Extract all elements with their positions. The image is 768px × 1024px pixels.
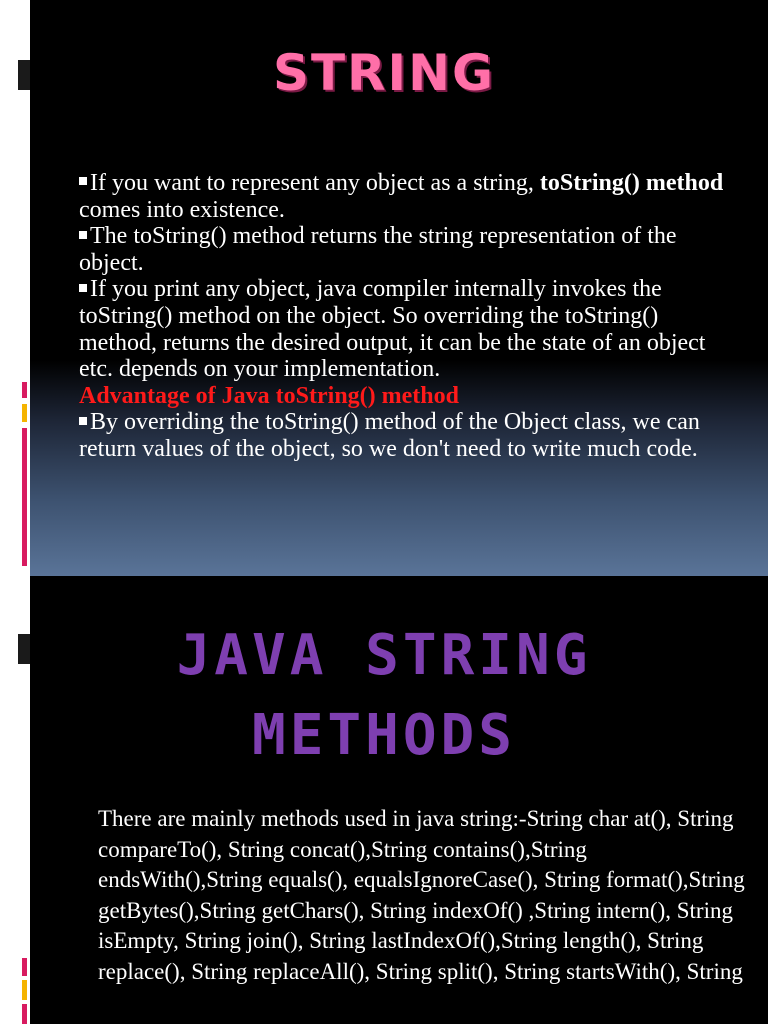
paragraph: The toString() method returns the string representation of the object. <box>79 223 677 276</box>
deco-bar-pink-long <box>22 428 27 566</box>
slide-body <box>79 170 729 463</box>
slide-title <box>0 616 768 776</box>
slide-body: There are mainly methods used in java string:-String char at(), String compareTo(), String concat(),String contains(),String endsWith(),String equals(), equalsIgnoreCase(), String format(),String getBytes(),String getChars(), String indexOf() ,String intern(), String isEmpty, String join(), String lastIndexOf(),String length(), String replace(), String replaceAll(), String split(), String startsWith(), String <box>98 806 745 984</box>
deco-bar-pink <box>22 382 27 398</box>
paragraph: By overriding the toString() method of the Object class, we can return values of the object, so we don't need to write much code. <box>79 409 700 462</box>
bullet-icon <box>79 417 87 425</box>
deco-bar-pink <box>22 958 27 976</box>
slide-title: STRING <box>272 44 496 102</box>
title-line: METHODS <box>251 703 516 768</box>
slide-java-string-methods <box>0 576 768 1024</box>
bullet-icon <box>79 231 87 239</box>
paragraph: If you print any object, java compiler internally invokes the toString() method on the object. So overriding the toString() method, returns the desired output, it can be the state of an object etc. depends on your implementation. <box>79 276 706 383</box>
bullet-icon <box>79 177 87 185</box>
paragraph: If you want to represent any object as a string, toString() method comes into existence. <box>79 170 724 223</box>
section-heading: Advantage of Java toString() method <box>79 382 459 409</box>
bullet-icon <box>79 284 87 292</box>
deco-bar-yellow <box>22 980 27 1000</box>
deco-bar-pink-long <box>22 1004 27 1024</box>
title-line: JAVA STRING <box>176 623 592 688</box>
deco-bar-yellow <box>22 404 27 422</box>
